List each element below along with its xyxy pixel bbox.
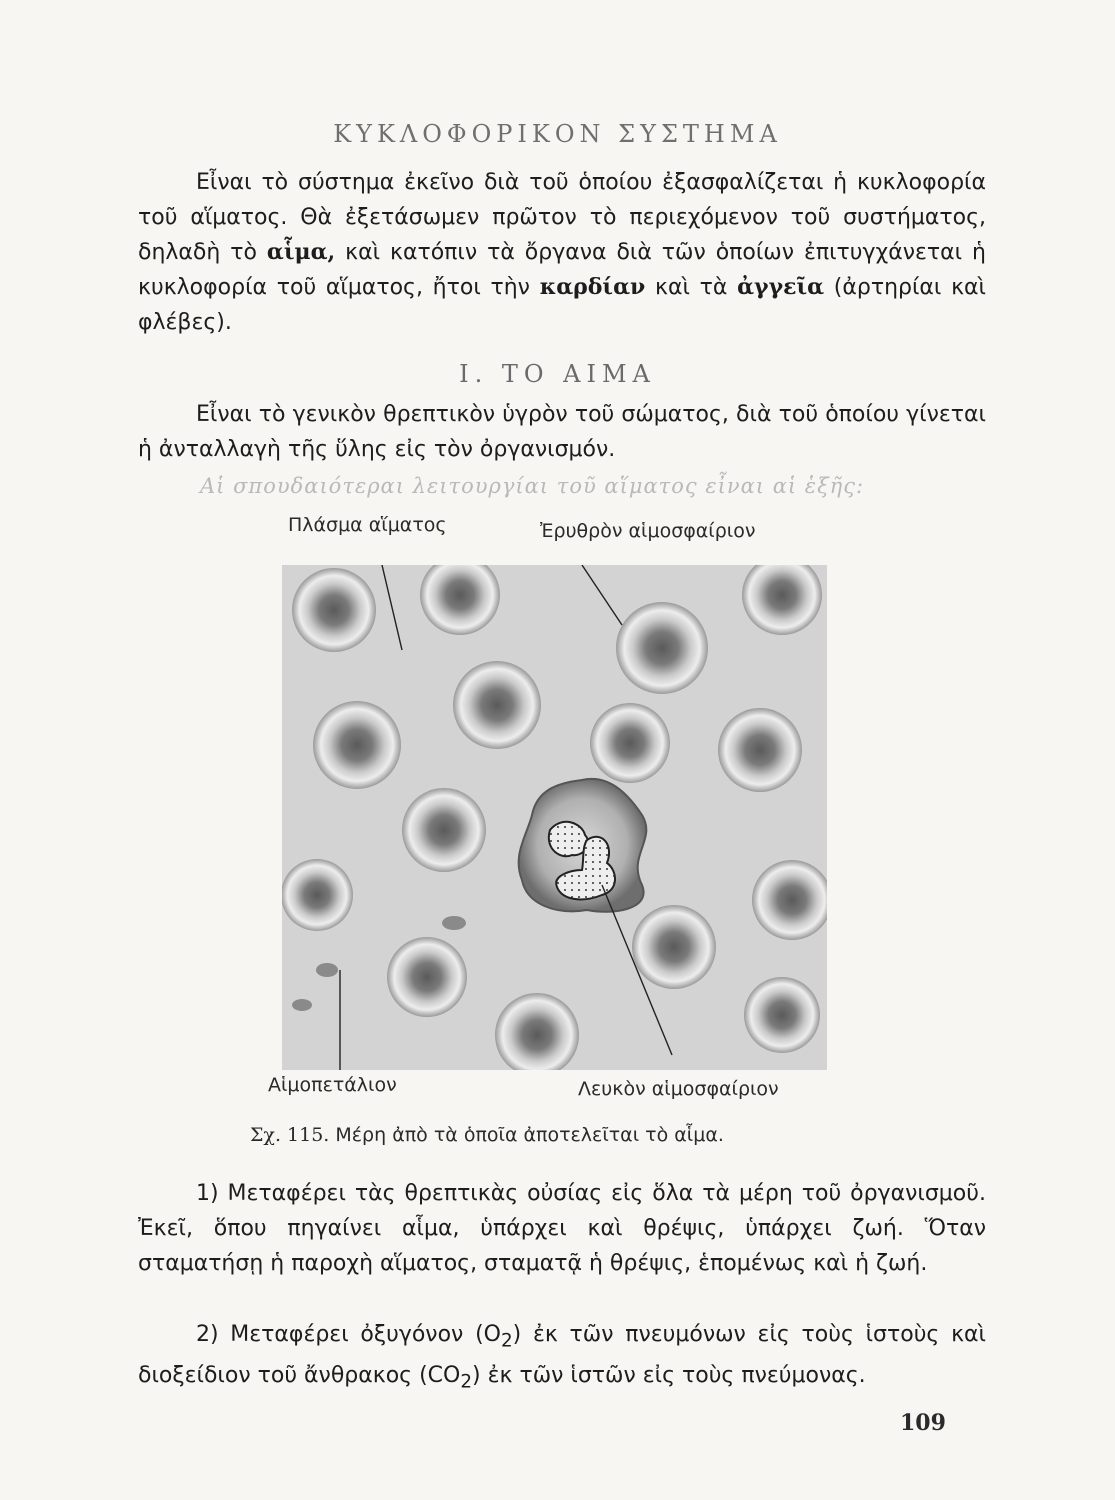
red-cell xyxy=(387,937,467,1017)
platelet xyxy=(292,999,312,1011)
intro-text-1: Εἶναι τὸ σύστημα ἐκεῖνο διὰ τοῦ ὁποίου ἐξασφαλίζεται ἡ κυκλοφορία τοῦ αἵματος. Θὰ ἐξετάσωμεν πρῶτον τὸ περιεχόμενον τοῦ συστήματος, δηλαδὴ τὸ xyxy=(138,170,986,265)
functions-intro: Αἱ σπουδαιότεραι λειτουργίαι τοῦ αἵματος εἶναι αἱ ἑξῆς: xyxy=(200,474,865,498)
chapter-title: ΚΥΚΛΟΦΟΡΙΚΟΝ ΣΥΣΤΗΜΑ xyxy=(333,120,782,148)
red-cell xyxy=(744,977,820,1053)
red-cell xyxy=(402,788,486,872)
blood-cells-illustration xyxy=(282,565,827,1070)
figure-caption xyxy=(250,1124,870,1146)
red-cell xyxy=(313,701,401,789)
function-item-2: 2) Μεταφέρει ὀξυγόνον $(O_2)$ ἐκ τῶν πνευμόνων εἰς τοὺς ἱστοὺς καὶ διοξείδιον τοῦ ἄνθρακος $(CO_2)$ ἐκ τῶν ἱστῶν εἰς τοὺς πνεύμονας. xyxy=(138,1322,986,1393)
caption-number: Σχ. 115. xyxy=(250,1124,330,1146)
definition-text: Εἶναι τὸ γενικὸν θρεπτικὸν ὑγρὸν τοῦ σώματος, διὰ τοῦ ὁποίου γίνεται ἡ ἀνταλλαγὴ τῆς ὕλης εἰς τὸν ὀργανισμόν. xyxy=(138,402,986,462)
intro-paragraph xyxy=(138,165,986,340)
term-blood: αἷμα, xyxy=(266,239,336,265)
label-red-cell: Ἐρυθρὸν αἱμοσφαίριον xyxy=(540,520,756,542)
white-cell xyxy=(519,779,647,912)
caption-text: Μέρη ἀπὸ τὰ ὁποῖα ἀποτελεῖται τὸ αἷμα. xyxy=(335,1124,724,1146)
label-platelet: Αἱμοπετάλιον xyxy=(268,1074,397,1096)
definition-paragraph xyxy=(138,397,986,467)
intro-text-3: καὶ τὰ xyxy=(645,275,738,300)
red-cell xyxy=(282,859,353,931)
red-cell xyxy=(718,708,802,792)
function-item-1: 1) Μεταφέρει τὰς θρεπτικὰς οὐσίας εἰς ὅλα τὰ μέρη τοῦ ὀργανισμοῦ. Ἐκεῖ, ὅπου πηγαίνει αἷμα, ὑπάρχει καὶ θρέψις, ὑπάρχει ζωή. Ὅταν σταματήσῃ ἡ παροχὴ αἵματος, σταματᾷ ἡ θρέψις, ἑπομένως καὶ ἡ ζωή. xyxy=(138,1181,986,1276)
page-number: 109 xyxy=(900,1410,946,1436)
label-white-cell: Λευκὸν αἱμοσφαίριον xyxy=(578,1078,779,1100)
platelet xyxy=(442,916,466,930)
red-cell xyxy=(590,703,670,783)
platelet xyxy=(316,963,338,977)
red-cell xyxy=(616,602,708,694)
section-title: Ι. ΤΟ ΑΙΜΑ xyxy=(459,360,656,388)
intro-text-4: (ἀρτηρίαι καὶ φλέβες). xyxy=(138,275,986,335)
term-heart: καρδίαν xyxy=(539,274,646,300)
intro-text-2: καὶ κατόπιν τὰ ὄργανα διὰ τῶν ὁποίων ἐπιτυγχάνεται ἡ κυκλοφορία τοῦ αἵματος, ἤτοι τὴν xyxy=(138,240,986,300)
term-vessels: ἀγγεῖα xyxy=(737,274,825,300)
label-plasma: Πλάσμα αἵματος xyxy=(288,514,447,536)
red-cell xyxy=(632,905,716,989)
red-cell xyxy=(453,661,541,749)
red-cell xyxy=(292,568,376,652)
